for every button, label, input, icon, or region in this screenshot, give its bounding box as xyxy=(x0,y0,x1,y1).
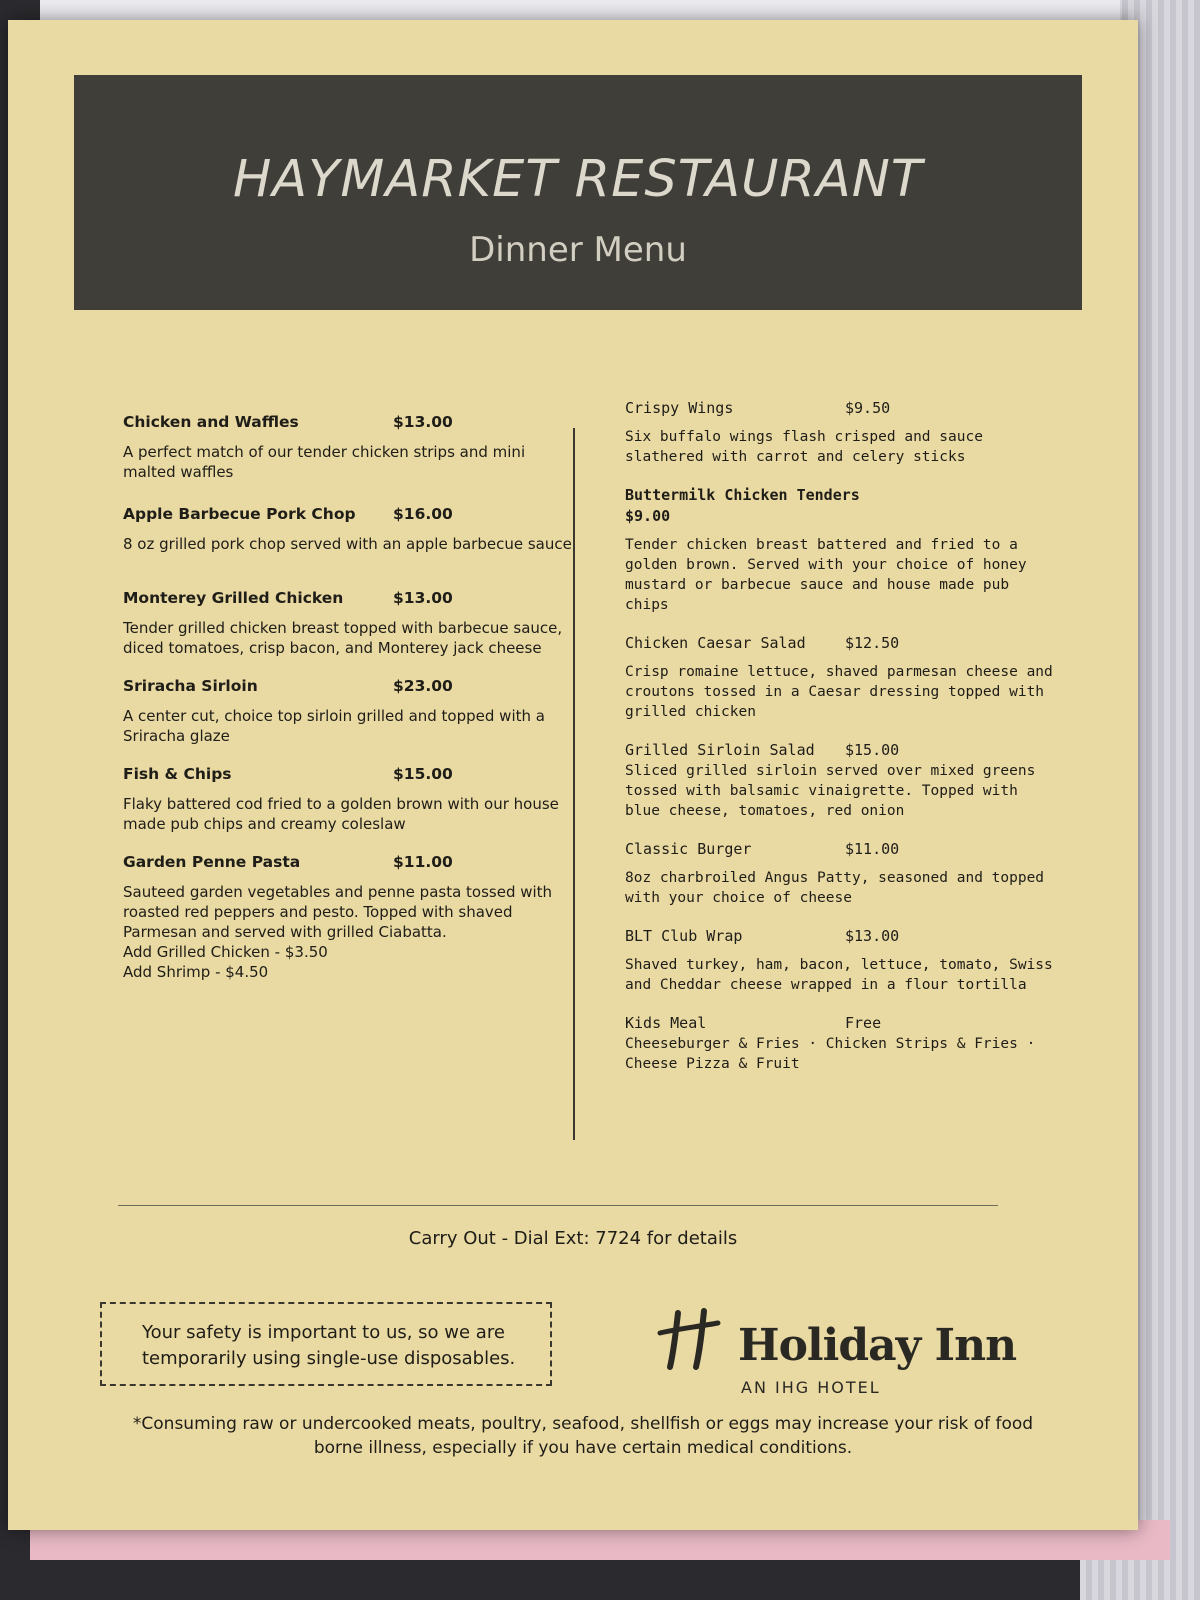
item-name: Apple Barbecue Pork Chop xyxy=(123,505,356,523)
footer-divider xyxy=(118,1205,998,1206)
safety-line: Your safety is important to us, so we are xyxy=(142,1322,505,1343)
menu-item xyxy=(625,633,1055,722)
item-price: $13.00 xyxy=(393,413,453,431)
item-price: Free xyxy=(845,1014,882,1032)
brand-name: Holiday Inn xyxy=(738,1320,1017,1371)
item-name: Chicken Caesar Salad xyxy=(625,634,806,652)
item-description: A perfect match of our tender chicken strips and mini malted waffles xyxy=(123,443,526,481)
item-description: Sauteed garden vegetables and penne pasta tossed with roasted red peppers and pesto. Topped with shaved Parmesan and served with grilled Ciabatta. xyxy=(123,883,553,941)
food-safety-disclaimer: *Consuming raw or undercooked meats, poultry, seafood, shellfish or eggs may increase your risk of food borne illness, especially if you have certain medical conditions. xyxy=(132,1414,1034,1458)
item-name: BLT Club Wrap xyxy=(625,927,743,945)
menu-item xyxy=(625,926,1055,995)
left-column xyxy=(123,412,573,998)
menu-item xyxy=(625,740,1055,821)
item-price: $15.00 xyxy=(393,765,453,783)
column-divider xyxy=(573,428,575,1140)
safety-notice-box xyxy=(100,1302,552,1386)
item-name: Monterey Grilled Chicken xyxy=(123,589,344,607)
item-price: $12.50 xyxy=(845,634,900,652)
safety-line: temporarily using single-use disposables. xyxy=(142,1348,516,1369)
menu-page xyxy=(8,20,1138,1530)
item-description: 8oz charbroiled Angus Patty, seasoned and topped with your choice of cheese xyxy=(625,870,1045,906)
item-name: Fish & Chips xyxy=(123,765,232,783)
item-name: Kids Meal xyxy=(625,1014,707,1032)
item-price: $16.00 xyxy=(393,505,453,523)
header-band xyxy=(74,75,1082,310)
item-price: $11.00 xyxy=(393,853,453,871)
menu-subtitle: Dinner Menu xyxy=(469,230,687,270)
item-price: $23.00 xyxy=(393,677,453,695)
item-name: Buttermilk Chicken Tenders xyxy=(625,486,860,504)
item-name: Classic Burger xyxy=(625,840,752,858)
holiday-inn-h-logo-icon xyxy=(656,1305,726,1375)
item-description: Flaky battered cod fried to a golden brown with our house made pub chips and creamy coleslaw xyxy=(123,795,559,833)
item-description: 8 oz grilled pork chop served with an apple barbecue sauce xyxy=(123,535,572,553)
menu-item xyxy=(625,839,1055,908)
item-description: Tender grilled chicken breast topped with barbecue sauce, diced tomatoes, crisp bacon, and Monterey jack cheese xyxy=(123,619,563,657)
menu-item xyxy=(123,676,573,746)
item-description: Six buffalo wings flash crisped and sauce slathered with carrot and celery sticks xyxy=(625,429,983,465)
kids-meal-options: Cheeseburger & Fries · Chicken Strips & Fries · Cheese Pizza & Fruit xyxy=(625,1036,1036,1072)
item-description: Sliced grilled sirloin served over mixed greens tossed with balsamic vinaigrette. Topped with blue cheese, tomatoes, red onion xyxy=(625,763,1036,819)
item-name: Grilled Sirloin Salad xyxy=(625,741,815,759)
menu-item xyxy=(123,764,573,834)
item-price: $13.00 xyxy=(845,927,900,945)
item-description: Crisp romaine lettuce, shaved parmesan cheese and croutons tossed in a Caesar dressing topped with grilled chicken xyxy=(625,664,1053,720)
right-column xyxy=(625,398,1055,1092)
item-price: $9.50 xyxy=(845,399,891,417)
item-name: Chicken and Waffles xyxy=(123,413,299,431)
menu-item xyxy=(123,504,573,554)
carry-out-note: Carry Out - Dial Ext: 7724 for details xyxy=(408,1228,738,1249)
menu-item xyxy=(625,485,1055,615)
item-name: Crispy Wings xyxy=(625,399,734,417)
menu-item xyxy=(625,398,1055,467)
item-description: Shaved turkey, ham, bacon, lettuce, tomato, Swiss and Cheddar cheese wrapped in a flour tortilla xyxy=(625,957,1053,993)
item-price: $15.00 xyxy=(845,741,900,759)
menu-item xyxy=(123,852,573,982)
item-name: Garden Penne Pasta xyxy=(123,853,301,871)
item-description: A center cut, choice top sirloin grilled and topped with a Sriracha glaze xyxy=(123,707,545,745)
item-description: Tender chicken breast battered and fried to a golden brown. Served with your choice of honey mustard or barbecue sauce and house made pub chips xyxy=(625,537,1027,613)
item-price: $13.00 xyxy=(393,589,453,607)
item-addon: Add Shrimp - $4.50 xyxy=(123,963,269,981)
menu-item xyxy=(625,1013,1055,1074)
menu-item xyxy=(123,412,573,482)
restaurant-title: HAYMARKET RESTAURANT xyxy=(232,150,924,209)
item-price: $11.00 xyxy=(845,840,900,858)
brand-tagline: AN IHG HOTEL xyxy=(741,1378,881,1397)
item-addon: Add Grilled Chicken - $3.50 xyxy=(123,943,328,961)
menu-item xyxy=(123,588,573,658)
item-price: $9.00 xyxy=(625,507,671,525)
item-name: Sriracha Sirloin xyxy=(123,677,258,695)
